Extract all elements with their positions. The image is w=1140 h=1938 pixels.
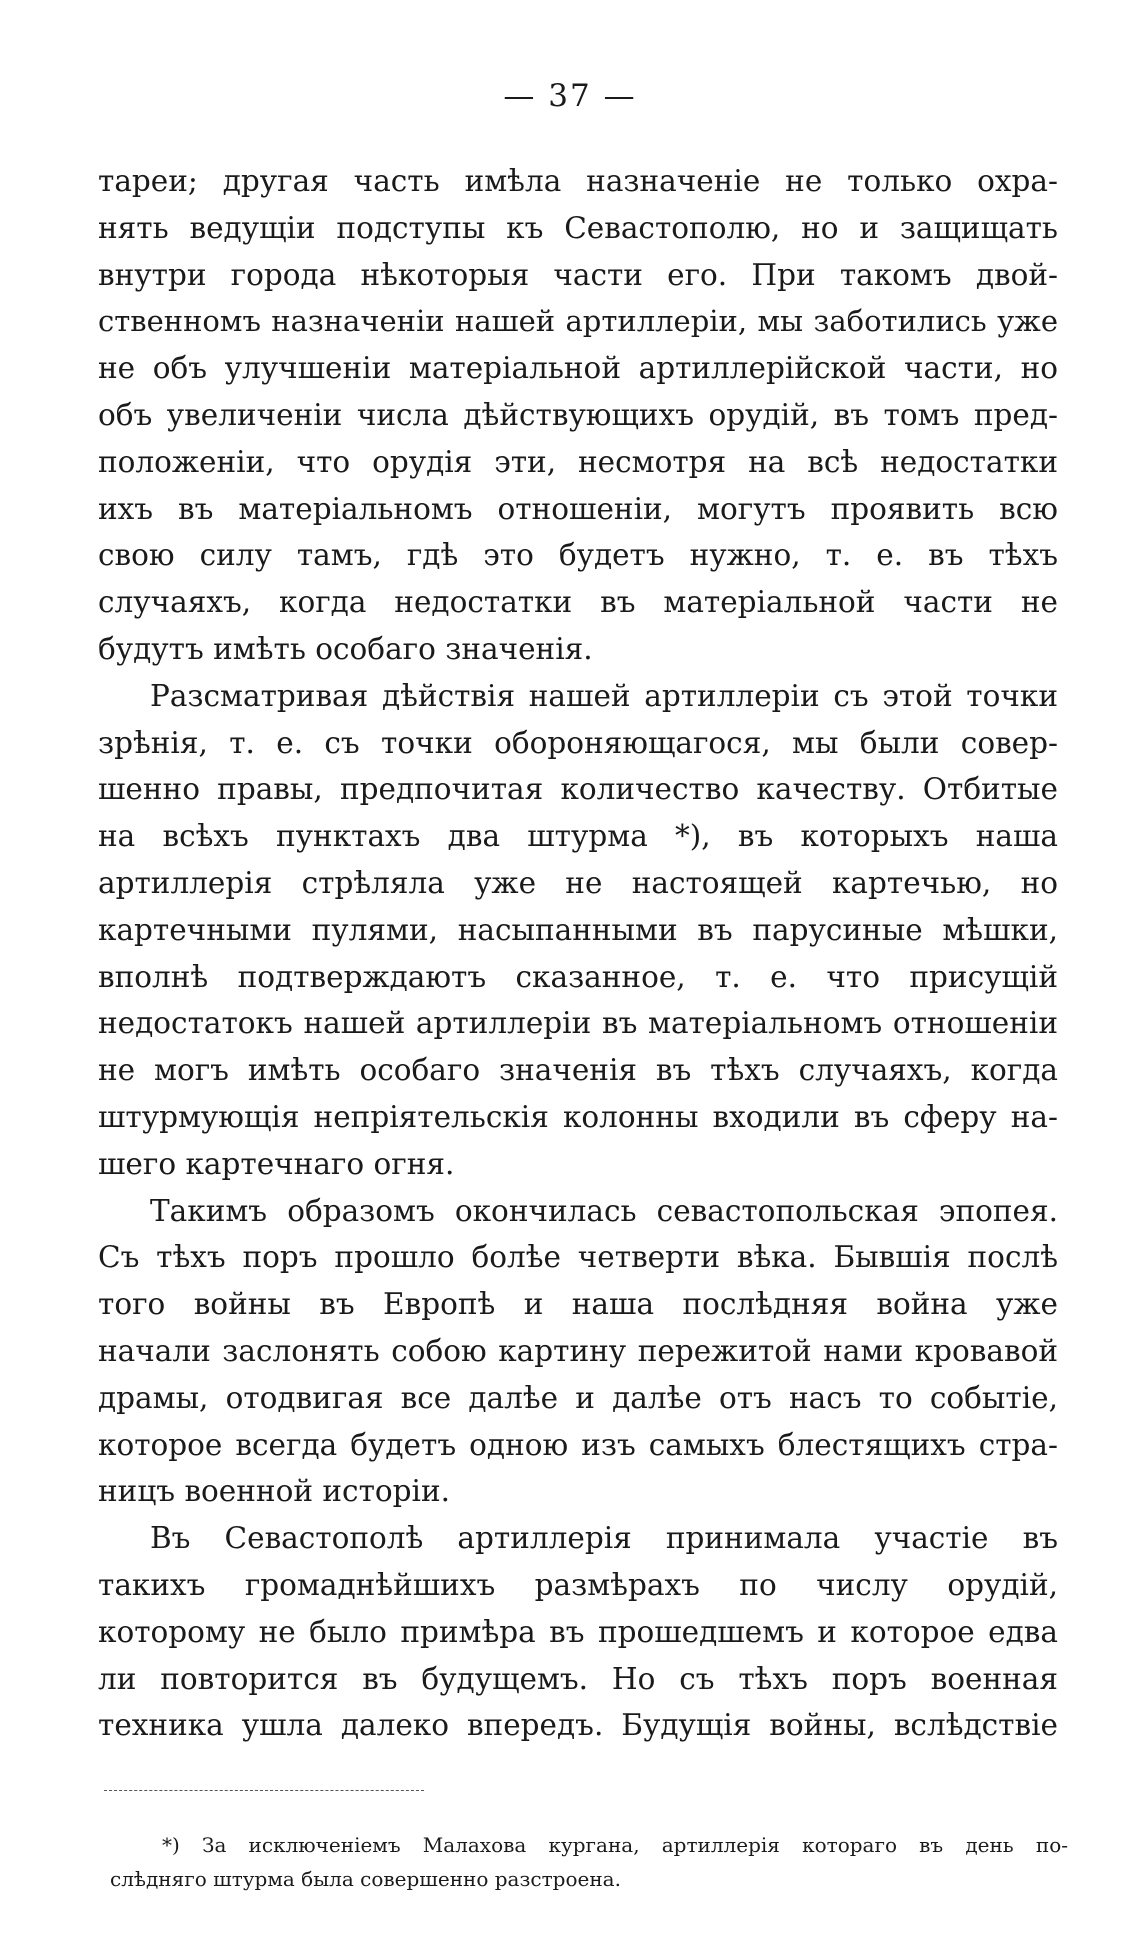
text-line: Съ тѣхъ поръ прошло болѣе четверти вѣка. Бывшія послѣ [98,1240,1058,1275]
text-line: на всѣхъ пунктахъ два штурма *), въ которыхъ наша [98,819,1058,854]
text-line: ницъ военной исторіи. [98,1474,451,1509]
text-line: зрѣнія, т. е. съ точки обороняющагося, мы были совер- [98,725,1058,760]
text-line: начали заслонять собою картину пережитой нами кровавой [98,1333,1058,1368]
text-line: ихъ въ матеріальномъ отношеніи, могутъ проявить всю [98,491,1058,526]
text-line: не объ улучшеніи матеріальной артиллерійской части, но [98,351,1058,386]
text-line: артиллерія стрѣляла уже не настоящей картечью, но [98,865,1058,900]
text-line: ственномъ назначеніи нашей артиллеріи, мы заботились уже [98,304,1058,339]
text-line: вполнѣ подтверждаютъ сказанное, т. е. что присущій [98,959,1058,994]
footnote-divider [104,1790,424,1791]
text-line: техника ушла далеко впередъ. Будущія войны, вслѣдствіе [98,1708,1058,1743]
text-line: положеніи, что орудія эти, несмотря на всѣ недостатки [98,444,1058,479]
footnote-line: *) За исключеніемъ Малахова кургана, артиллерія котораго въ день по- [162,1833,1068,1857]
text-line: которое всегда будетъ одною изъ самыхъ блестящихъ стра- [98,1427,1058,1462]
text-line: случаяхъ, когда недостатки въ матеріальной части не [98,585,1058,620]
paragraph-1 [98,158,1058,673]
text-line: не могъ имѣть особаго значенія въ тѣхъ случаяхъ, когда [98,1053,1058,1088]
text-line: картечными пулями, насыпанными въ парусиные мѣшки, [98,912,1058,947]
footnote [110,1828,1068,1896]
text-line: драмы, отодвигая все далѣе и далѣе отъ насъ то событіе, [98,1380,1058,1415]
text-line: которому не было примѣра въ прошедшемъ и которое едва [98,1614,1058,1649]
paragraph-2 [98,673,1058,1188]
text-line: Разсматривая дѣйствія нашей артиллеріи съ этой точки [150,678,1058,713]
text-line: штурмующія непріятельскія колонны входили въ сферу на- [98,1099,1058,1134]
text-line: того войны въ Европѣ и наша послѣдняя война уже [98,1287,1058,1322]
text-line: ли повторится въ будущемъ. Но съ тѣхъ поръ военная [98,1661,1058,1696]
paragraph-3 [98,1188,1058,1516]
text-line: недостатокъ нашей артиллеріи въ матеріальномъ отношеніи [98,1006,1058,1041]
text-line: свою силу тамъ, гдѣ это будетъ нужно, т. е. въ тѣхъ [98,538,1058,573]
paragraph-4 [98,1515,1058,1749]
text-line: Такимъ образомъ окончилась севастопольская эпопея. [150,1193,1058,1228]
text-line: объ увеличеніи числа дѣйствующихъ орудій, въ томъ пред- [98,397,1058,432]
text-line: внутри города нѣкоторыя части его. При такомъ двой- [98,257,1058,292]
text-line: Въ Севастополѣ артиллерія принимала участіе въ [150,1521,1058,1556]
text-line: будутъ имѣть особаго значенія. [98,631,593,666]
text-line: тареи; другая часть имѣла назначеніе не только охра- [98,164,1058,198]
text-line: шенно правы, предпочитая количество качеству. Отбитые [98,772,1058,807]
text-line: нять ведущіи подступы къ Севастополю, но и защищать [98,210,1058,245]
body-text [98,158,1058,1749]
page-number: — 37 — [503,78,637,114]
footnote-line: слѣдняго штурма была совершенно разстроена. [110,1867,621,1891]
text-line: такихъ громаднѣйшихъ размѣрахъ по числу орудій, [98,1567,1058,1602]
text-line: шего картечнаго огня. [98,1146,455,1181]
